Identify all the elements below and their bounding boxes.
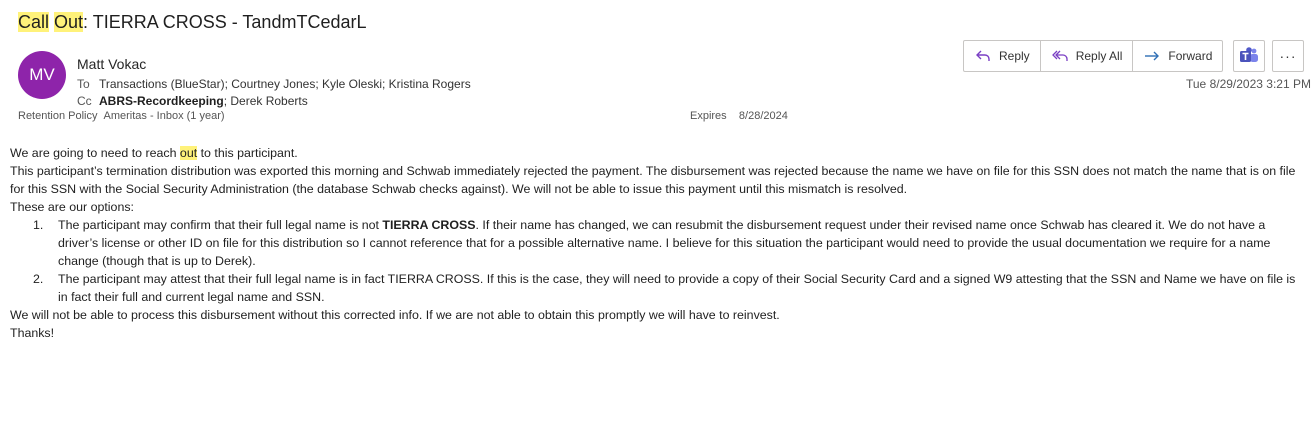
message-date: Tue 8/29/2023 3:21 PM [1186,77,1311,91]
expires-label: Expires [690,110,727,122]
body-paragraph-2: This participant’s termination distribution was exported this morning and Schwab immediately rejected the payment. The disbursement was rejected because the name we have on file for this SSN does not match the name that is on file for this SSN with the Social Security Administration (the database Schwab checks against). We will not be able to issue this payment until this mismatch is resolved. [10,164,1296,196]
forward-label: Forward [1168,49,1213,63]
message-body [10,144,1306,342]
to-label: To [77,77,90,91]
cc-recipients-row [77,94,308,108]
forward-icon [1143,47,1161,65]
cc-recipients[interactable]: ; Derek Roberts [223,94,308,108]
more-actions-button[interactable]: ··· [1272,40,1304,72]
teams-chat-button[interactable] [1233,40,1265,72]
teams-icon [1239,46,1259,66]
reply-button[interactable] [964,41,1041,71]
sender-avatar[interactable]: MV [18,51,66,99]
option-text: The participant may confirm that their full legal name is not [58,218,383,232]
option-number: 1. [33,218,44,232]
body-signoff: Thanks! [10,326,55,340]
retention-policy [18,110,225,122]
reply-icon [974,47,992,65]
subject-rest: : TIERRA CROSS - TandmTCedarL [83,12,367,32]
reply-label: Reply [999,49,1030,63]
option-item-1 [10,216,1306,270]
reply-all-button[interactable] [1041,41,1134,71]
expires-info [690,110,788,122]
body-paragraph-3: We will not be able to process this disbursement without this corrected info. If we are not able to obtain this promptly we will have to reinvest. [10,308,780,322]
message-actions [963,40,1223,72]
option-bold-name: TIERRA CROSS [382,218,476,232]
reply-all-icon [1051,47,1069,65]
body-text: We are going to need to reach [10,146,180,160]
email-subject [18,12,366,33]
forward-button[interactable] [1133,41,1222,71]
cc-label: Cc [77,94,92,108]
option-text: The participant may attest that their full legal name is in fact TIERRA CROSS. If this is the case, they will need to provide a copy of their Social Security Card and a signed W9 attesting that the SSN and Name we have on file is in fact their full and current legal name and SSN. [58,272,1296,304]
option-text: . If their name has changed, we can resubmit the disbursement request under their revised name once Schwab has cleared it. We do not have a driver’s license or other ID on file for this distribution so I cannot reference that for a possible alternative name. I believe for this situation the participant would need to provide the usual documentation we require for a name change (though that is up to Derek). [58,218,1271,268]
subject-highlight-call: Call [18,12,50,32]
expires-value: 8/28/2024 [738,110,788,122]
reply-all-label: Reply All [1075,49,1123,63]
sender-name[interactable]: Matt Vokac [77,56,147,72]
option-number: 2. [33,272,44,286]
retention-value: Ameritas - Inbox (1 year) [103,110,225,122]
options-intro: These are our options: [10,200,134,214]
body-paragraph-1 [10,144,1306,162]
options-list [10,216,1306,306]
cc-group-recipient[interactable]: ABRS-Recordkeeping [99,94,224,108]
to-recipients-row [77,77,471,91]
option-item-2 [10,270,1306,306]
body-highlight-out: out [179,146,198,160]
to-recipients[interactable]: Transactions (BlueStar); Courtney Jones; Kyle Oleski; Kristina Rogers [99,77,471,91]
subject-highlight-out: Out [54,12,84,32]
body-text: to this participant. [197,146,298,160]
retention-label: Retention Policy [18,110,98,122]
